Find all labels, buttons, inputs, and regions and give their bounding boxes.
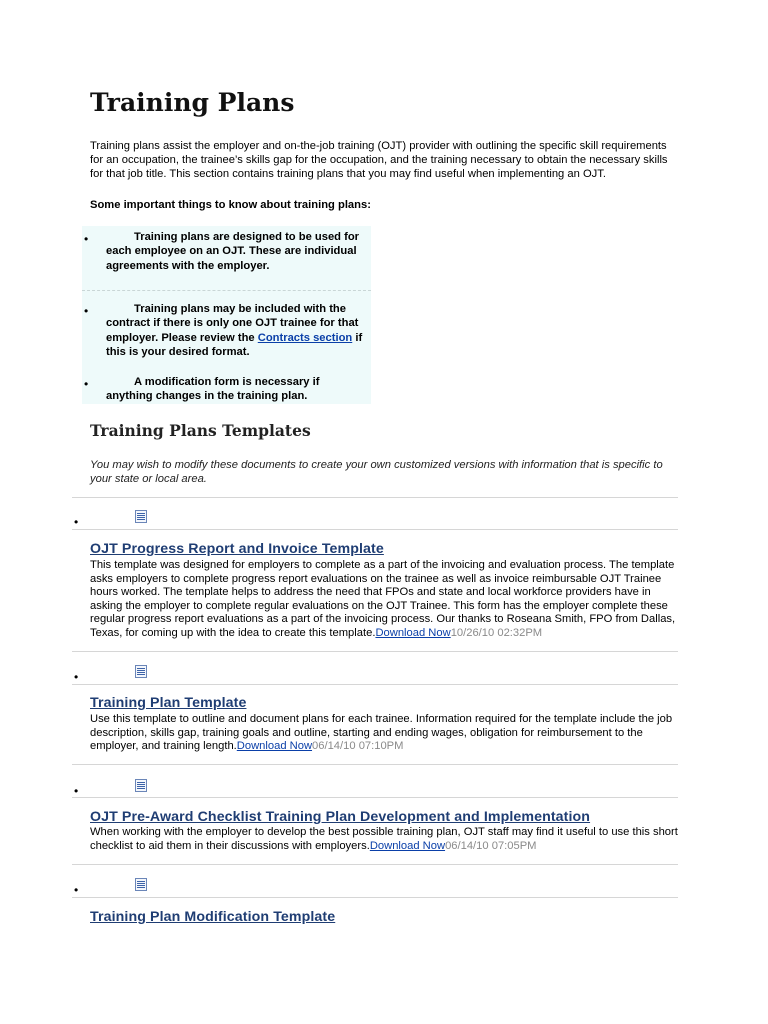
- tip-item: Training plans are designed to be used for each employee on an OJT. These are individual agreements with the employer.: [106, 231, 360, 272]
- bullet: •: [74, 515, 79, 529]
- template-title-training-plan[interactable]: Training Plan Template: [90, 695, 247, 711]
- template-description: When working with the employer to develop the best possible training plan, OJT staff may find it useful to use this short checklist to aid them in their discussions with employers.Download Now06/14/10 07:05PM: [90, 826, 678, 852]
- important-things-heading: Some important things to know about training plans:: [90, 199, 371, 211]
- word-document-icon[interactable]: [135, 878, 147, 891]
- bullet: •: [84, 232, 89, 246]
- intro-paragraph: Training plans assist the employer and on-the-job training (OJT) provider with outlining the specific skill requirements for an occupation, the trainee’s skills gap for the occupation, and the training necessary to obtain the necessary skills for that job title. This section contains training plans that you may find useful when implementing an OJT.: [90, 140, 668, 180]
- divider: [72, 864, 678, 865]
- divider: [72, 897, 678, 898]
- divider: [72, 764, 678, 765]
- template-title-ojt-progress-report[interactable]: OJT Progress Report and Invoice Template: [90, 541, 384, 557]
- template-description: Use this template to outline and document plans for each trainee. Information required for the template include the job description, skills gap, training goals and outline, starting and ending wages, obligation for reimbursement to the employer, and training length.Download Now06/14/10 07:10PM: [90, 713, 673, 753]
- download-now-link[interactable]: Download Now: [236, 740, 313, 753]
- templates-intro: You may wish to modify these documents to create your own customized versions with information that is specific to your state or local area.: [90, 459, 663, 485]
- contracts-section-link[interactable]: Contracts section: [257, 331, 353, 344]
- download-now-link[interactable]: Download Now: [369, 839, 446, 852]
- bullet: •: [74, 670, 79, 684]
- templates-heading: Training Plans Templates: [90, 421, 311, 440]
- template-title-pre-award-checklist[interactable]: OJT Pre-Award Checklist Training Plan Development and Implementation: [90, 809, 591, 825]
- timestamp: 06/14/10 07:10PM: [312, 740, 404, 753]
- word-document-icon[interactable]: [135, 510, 147, 523]
- divider: [72, 797, 678, 798]
- bullet: •: [84, 304, 89, 318]
- template-description: This template was designed for employers to complete as a part of the invoicing and evaluation process. The template asks employers to complete progress report evaluations on the trainee as well as invoice reimbursable OJT Trainee hours worked. The template helps to address the need that FPOs and state and local workforce providers have in asking the employer to complete regular evaluations on the OJT Trainee. This form has the employer complete these regular progress report evaluations as a part of the invoicing process. Our thanks to Roseana Smith, FPO from Dallas, Texas, for coming up with the idea to create this template.Download Now10/26/10 02:32PM: [90, 559, 676, 639]
- word-document-icon[interactable]: [135, 779, 147, 792]
- divider: [72, 497, 678, 498]
- tips-divider: [82, 290, 371, 291]
- divider: [72, 684, 678, 685]
- timestamp: 06/14/10 07:05PM: [445, 839, 537, 852]
- divider: [72, 651, 678, 652]
- tip-item: A modification form is necessary if anything changes in the training plan.: [106, 376, 320, 403]
- divider: [72, 529, 678, 530]
- tip-item: Training plans may be included with the contract if there is only one OJT trainee for that employer. Please review the Contracts section if this is your desired format.: [106, 303, 363, 358]
- bullet: •: [84, 377, 89, 391]
- page-title: Training Plans: [90, 88, 295, 117]
- template-title-modification[interactable]: Training Plan Modification Template: [90, 909, 336, 925]
- word-document-icon[interactable]: [135, 665, 147, 678]
- bullet: •: [74, 784, 79, 798]
- download-now-link[interactable]: Download Now: [375, 626, 451, 639]
- timestamp: 10/26/10 02:32PM: [450, 626, 543, 639]
- bullet: •: [74, 883, 79, 897]
